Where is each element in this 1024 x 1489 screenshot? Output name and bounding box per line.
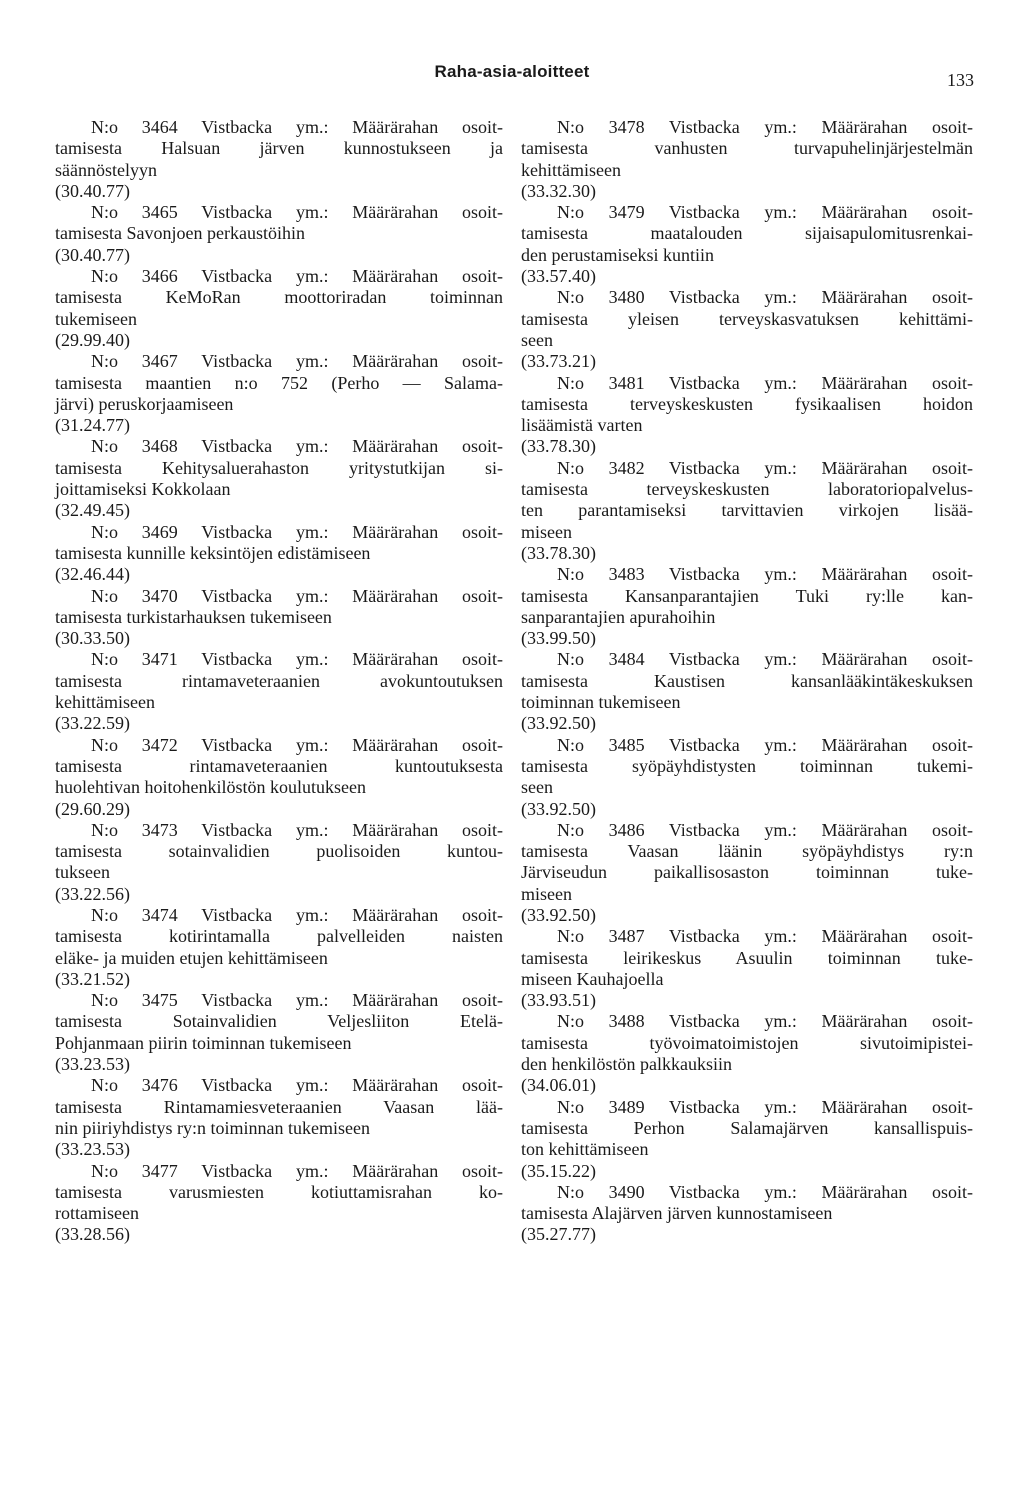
- motion-text-line: seen: [521, 777, 553, 798]
- motion-number: N:o 3476: [91, 1075, 178, 1096]
- motion-text-line: tamisesta rintamaveteraanien avokuntoutuksen: [55, 670, 503, 691]
- motion-text-line: nin piiriyhdistys ry:n toiminnan tukemiseen: [55, 1117, 370, 1138]
- motion-text-line: tamisesta Halsuan järven kunnostukseen ja: [55, 138, 503, 159]
- motion-text-line: järvi) peruskorjaamiseen: [55, 393, 234, 414]
- motion-entry: [521, 1097, 973, 1182]
- motion-entry: [521, 1182, 973, 1246]
- budget-code: (32.46.44): [55, 564, 130, 585]
- motion-entry: [55, 117, 503, 202]
- motion-entry: [521, 735, 973, 820]
- motion-text-line: tamisesta työvoimatoimistojen sivutoimipistei-: [521, 1032, 973, 1053]
- motion-text-line: tamisesta Kaustisen kansanlääkintäkeskuksen: [521, 670, 973, 691]
- motion-text-line: joittamiseksi Kokkolaan: [55, 479, 231, 500]
- motion-text-line: tamisesta Sotainvalidien Veljesliiton Etelä-: [55, 1011, 503, 1032]
- motion-heading-line: [521, 373, 973, 394]
- motion-entry: [55, 820, 503, 905]
- motion-entry: [521, 820, 973, 926]
- motion-text-line: kehittämiseen: [55, 692, 155, 713]
- motion-entry: [521, 926, 973, 1011]
- motion-heading-line: [521, 117, 973, 138]
- budget-code: (30.40.77): [55, 244, 130, 265]
- motion-heading-line: [521, 458, 973, 479]
- motion-title-text: Vistbacka ym.: Määrärahan osoit-: [644, 1096, 974, 1117]
- motion-title-text: Vistbacka ym.: Määrärahan osoit-: [177, 521, 503, 542]
- motion-title-text: Vistbacka ym.: Määrärahan osoit-: [177, 1075, 503, 1096]
- motion-heading-line: [521, 1182, 973, 1203]
- motion-entry: [55, 522, 503, 586]
- motion-text-line: tamisesta Savonjoen perkaustöihin: [55, 223, 305, 244]
- motion-title-text: Vistbacka ym.: Määrärahan osoit-: [644, 819, 974, 840]
- motion-number: N:o 3489: [557, 1096, 645, 1117]
- motion-text-line: den perustamiseksi kuntiin: [521, 244, 714, 265]
- motion-entry: [521, 373, 973, 458]
- motion-number: N:o 3474: [91, 904, 178, 925]
- motion-heading-line: [55, 436, 503, 457]
- motion-entry: [55, 735, 503, 820]
- motion-text-line: säännöstelyyn: [55, 159, 157, 180]
- motion-text-line: tamisesta rintamaveteraanien kuntoutuksesta: [55, 755, 503, 776]
- motion-text-line: tamisesta Rintamamiesveteraanien Vaasan lää-: [55, 1096, 503, 1117]
- motion-number: N:o 3467: [91, 351, 178, 372]
- budget-code: (33.21.52): [55, 968, 130, 989]
- motion-text-line: lisäämistä varten: [521, 415, 643, 436]
- motion-number: N:o 3479: [557, 202, 645, 223]
- motion-number: N:o 3487: [557, 926, 645, 947]
- motion-title-text: Vistbacka ym.: Määrärahan osoit-: [177, 436, 503, 457]
- motion-text-line: tamisesta maatalouden sijaisapulomitusrenkai-: [521, 223, 973, 244]
- motion-text-line: sanparantajien apurahoihin: [521, 606, 716, 627]
- motion-title-text: Vistbacka ym.: Määrärahan osoit-: [177, 202, 503, 223]
- motion-title-text: Vistbacka ym.: Määrärahan osoit-: [644, 649, 974, 670]
- motion-entry: [521, 649, 973, 734]
- budget-code: (33.28.56): [55, 1224, 130, 1245]
- motion-title-text: Vistbacka ym.: Määrärahan osoit-: [644, 1011, 974, 1032]
- budget-code: (33.78.30): [521, 436, 596, 457]
- motion-heading-line: [55, 266, 503, 287]
- motion-entry: [55, 351, 503, 436]
- page-number: 133: [947, 70, 974, 90]
- budget-code: (29.99.40): [55, 329, 130, 350]
- motion-number: N:o 3470: [91, 585, 178, 606]
- motion-text-line: tamisesta turkistarhauksen tukemiseen: [55, 606, 332, 627]
- budget-code: (33.73.21): [521, 351, 596, 372]
- budget-code: (33.22.59): [55, 713, 130, 734]
- motion-text-line: tamisesta Vaasan läänin syöpäyhdistys ry:n: [521, 841, 973, 862]
- motion-text-line: tamisesta kunnille keksintöjen edistämiseen: [55, 542, 371, 563]
- motion-text-line: tamisesta kotirintamalla palvelleiden naisten: [55, 926, 503, 947]
- motion-text-line: tamisesta Perhon Salamajärven kansallispuis-: [521, 1117, 973, 1138]
- motion-heading-line: [55, 351, 503, 372]
- motion-number: N:o 3481: [557, 372, 645, 393]
- motion-heading-line: [55, 990, 503, 1011]
- motion-title-text: Vistbacka ym.: Määrärahan osoit-: [177, 904, 503, 925]
- motion-title-text: Vistbacka ym.: Määrärahan osoit-: [644, 372, 974, 393]
- motion-heading-line: [521, 820, 973, 841]
- motion-title-text: Vistbacka ym.: Määrärahan osoit-: [644, 457, 974, 478]
- motion-entry: [55, 905, 503, 990]
- motion-text-line: miseen Kauhajoella: [521, 968, 664, 989]
- motion-title-text: Vistbacka ym.: Määrärahan osoit-: [644, 202, 974, 223]
- motion-text-line: seen: [521, 329, 553, 350]
- motion-title-text: Vistbacka ym.: Määrärahan osoit-: [177, 819, 503, 840]
- budget-code: (35.15.22): [521, 1160, 596, 1181]
- motion-text-line: tamisesta syöpäyhdistysten toiminnan tukemi-: [521, 755, 973, 776]
- motion-number: N:o 3485: [557, 734, 645, 755]
- motion-entry: [521, 458, 973, 564]
- motion-number: N:o 3465: [91, 202, 178, 223]
- motion-text-line: tamisesta yleisen terveyskasvatuksen kehittämi-: [521, 308, 973, 329]
- motion-text-line: tamisesta maantien n:o 752 (Perho — Salama-: [55, 372, 503, 393]
- budget-code: (30.40.77): [55, 180, 130, 201]
- motion-number: N:o 3482: [557, 457, 645, 478]
- right-column: [521, 117, 973, 1246]
- motion-entry: [55, 202, 503, 266]
- motion-heading-line: [55, 820, 503, 841]
- motion-number: N:o 3466: [91, 266, 178, 287]
- budget-code: (33.92.50): [521, 904, 596, 925]
- motion-number: N:o 3473: [91, 819, 178, 840]
- motion-text-line: tukseen: [55, 862, 110, 883]
- motion-heading-line: [521, 564, 973, 585]
- budget-code: (35.27.77): [521, 1224, 596, 1245]
- motion-title-text: Vistbacka ym.: Määrärahan osoit-: [177, 1160, 503, 1181]
- budget-code: (33.92.50): [521, 798, 596, 819]
- motion-heading-line: [55, 905, 503, 926]
- motion-text-line: ton kehittämiseen: [521, 1139, 649, 1160]
- motion-heading-line: [521, 649, 973, 670]
- motion-title-text: Vistbacka ym.: Määrärahan osoit-: [644, 926, 974, 947]
- left-column: [55, 117, 503, 1246]
- budget-code: (34.06.01): [521, 1075, 596, 1096]
- motion-number: N:o 3471: [91, 649, 178, 670]
- budget-code: (30.33.50): [55, 628, 130, 649]
- motion-text-line: tamisesta Alajärven järven kunnostamiseen: [521, 1203, 833, 1224]
- motion-entry: [521, 564, 973, 649]
- motion-text-line: miseen: [521, 883, 572, 904]
- motion-number: N:o 3484: [557, 649, 645, 670]
- motion-entry: [521, 202, 973, 287]
- motion-entry: [521, 287, 973, 372]
- motion-entry: [55, 649, 503, 734]
- motion-text-line: ten parantamiseksi tarvittavien virkojen lisää-: [521, 500, 973, 521]
- budget-code: (32.49.45): [55, 500, 130, 521]
- motion-entry: [55, 1161, 503, 1246]
- motion-number: N:o 3486: [557, 819, 645, 840]
- motion-text-line: tamisesta leirikeskus Asuulin toiminnan tuke-: [521, 947, 973, 968]
- motion-title-text: Vistbacka ym.: Määrärahan osoit-: [644, 117, 974, 137]
- motion-number: N:o 3469: [91, 521, 178, 542]
- motion-text-line: kehittämiseen: [521, 159, 621, 180]
- motion-number: N:o 3488: [557, 1011, 645, 1032]
- motion-heading-line: [521, 1011, 973, 1032]
- motion-number: N:o 3475: [91, 990, 178, 1011]
- motion-entry: [55, 990, 503, 1075]
- motion-number: N:o 3490: [557, 1181, 645, 1202]
- motion-text-line: den henkilöstön palkkauksiin: [521, 1054, 732, 1075]
- motion-heading-line: [55, 117, 503, 138]
- motion-entry: [521, 1011, 973, 1096]
- motion-heading-line: [521, 1097, 973, 1118]
- motion-text-line: eläke- ja muiden etujen kehittämiseen: [55, 947, 328, 968]
- motion-text-line: tamisesta terveyskeskusten fysikaalisen hoidon: [521, 393, 973, 414]
- budget-code: (33.99.50): [521, 628, 596, 649]
- motion-text-line: tamisesta Kehitysaluerahaston yritystutkijan si-: [55, 457, 503, 478]
- motion-entry: [55, 586, 503, 650]
- motion-entry: [55, 1075, 503, 1160]
- motion-heading-line: [521, 926, 973, 947]
- motion-entry: [55, 266, 503, 351]
- motion-text-line: tamisesta KeMoRan moottoriradan toiminnan: [55, 287, 503, 308]
- budget-code: (33.22.56): [55, 883, 130, 904]
- motion-text-line: toiminnan tukemiseen: [521, 692, 681, 713]
- motion-heading-line: [55, 202, 503, 223]
- budget-code: (31.24.77): [55, 415, 130, 436]
- motion-title-text: Vistbacka ym.: Määrärahan osoit-: [177, 266, 503, 287]
- motion-number: N:o 3478: [557, 117, 645, 137]
- motion-text-line: miseen: [521, 521, 572, 542]
- motion-number: N:o 3468: [91, 436, 178, 457]
- motion-text-line: huolehtivan hoitohenkilöstön koulutukseen: [55, 777, 366, 798]
- motion-number: N:o 3483: [557, 564, 645, 585]
- motion-heading-line: [55, 649, 503, 670]
- motion-entry: [55, 436, 503, 521]
- budget-code: (33.92.50): [521, 713, 596, 734]
- motion-text-line: tamisesta sotainvalidien puolisoiden kuntou-: [55, 841, 503, 862]
- motion-heading-line: [55, 1161, 503, 1182]
- motion-title-text: Vistbacka ym.: Määrärahan osoit-: [177, 649, 503, 670]
- motion-text-line: rottamiseen: [55, 1203, 139, 1224]
- motion-number: N:o 3477: [91, 1160, 178, 1181]
- motion-text-line: tamisesta varusmiesten kotiuttamisrahan ko-: [55, 1181, 503, 1202]
- motion-text-line: tamisesta terveyskeskusten laboratoriopalvelus-: [521, 479, 973, 500]
- motion-heading-line: [521, 735, 973, 756]
- motion-title-text: Vistbacka ym.: Määrärahan osoit-: [177, 117, 503, 137]
- budget-code: (33.23.53): [55, 1139, 130, 1160]
- motion-title-text: Vistbacka ym.: Määrärahan osoit-: [177, 990, 503, 1011]
- motion-heading-line: [55, 1075, 503, 1096]
- running-head: Raha-asia-aloitteet: [434, 62, 590, 81]
- motion-text-line: Pohjanmaan piirin toiminnan tukemiseen: [55, 1032, 352, 1053]
- motion-entry: [521, 117, 973, 202]
- budget-code: (33.23.53): [55, 1054, 130, 1075]
- motion-heading-line: [55, 735, 503, 756]
- motion-title-text: Vistbacka ym.: Määrärahan osoit-: [644, 1181, 974, 1202]
- motion-title-text: Vistbacka ym.: Määrärahan osoit-: [177, 734, 503, 755]
- motion-heading-line: [55, 522, 503, 543]
- motion-heading-line: [521, 202, 973, 223]
- budget-code: (33.93.51): [521, 990, 596, 1011]
- motion-title-text: Vistbacka ym.: Määrärahan osoit-: [644, 287, 974, 308]
- motion-number: N:o 3464: [91, 117, 178, 137]
- motion-number: N:o 3472: [91, 734, 178, 755]
- motion-title-text: Vistbacka ym.: Määrärahan osoit-: [177, 585, 503, 606]
- budget-code: (33.32.30): [521, 180, 596, 201]
- budget-code: (29.60.29): [55, 798, 130, 819]
- motion-title-text: Vistbacka ym.: Määrärahan osoit-: [644, 564, 974, 585]
- budget-code: (33.78.30): [521, 542, 596, 563]
- motion-text-line: tukemiseen: [55, 308, 137, 329]
- motion-title-text: Vistbacka ym.: Määrärahan osoit-: [644, 734, 974, 755]
- motion-text-line: tamisesta vanhusten turvapuhelinjärjestelmän: [521, 138, 973, 159]
- motion-heading-line: [55, 586, 503, 607]
- motion-number: N:o 3480: [557, 287, 645, 308]
- motion-title-text: Vistbacka ym.: Määrärahan osoit-: [177, 351, 503, 372]
- motion-text-line: Järviseudun paikallisosaston toiminnan tuke-: [521, 862, 973, 883]
- motion-heading-line: [521, 287, 973, 308]
- budget-code: (33.57.40): [521, 266, 596, 287]
- motion-text-line: tamisesta Kansanparantajien Tuki ry:lle kan-: [521, 585, 973, 606]
